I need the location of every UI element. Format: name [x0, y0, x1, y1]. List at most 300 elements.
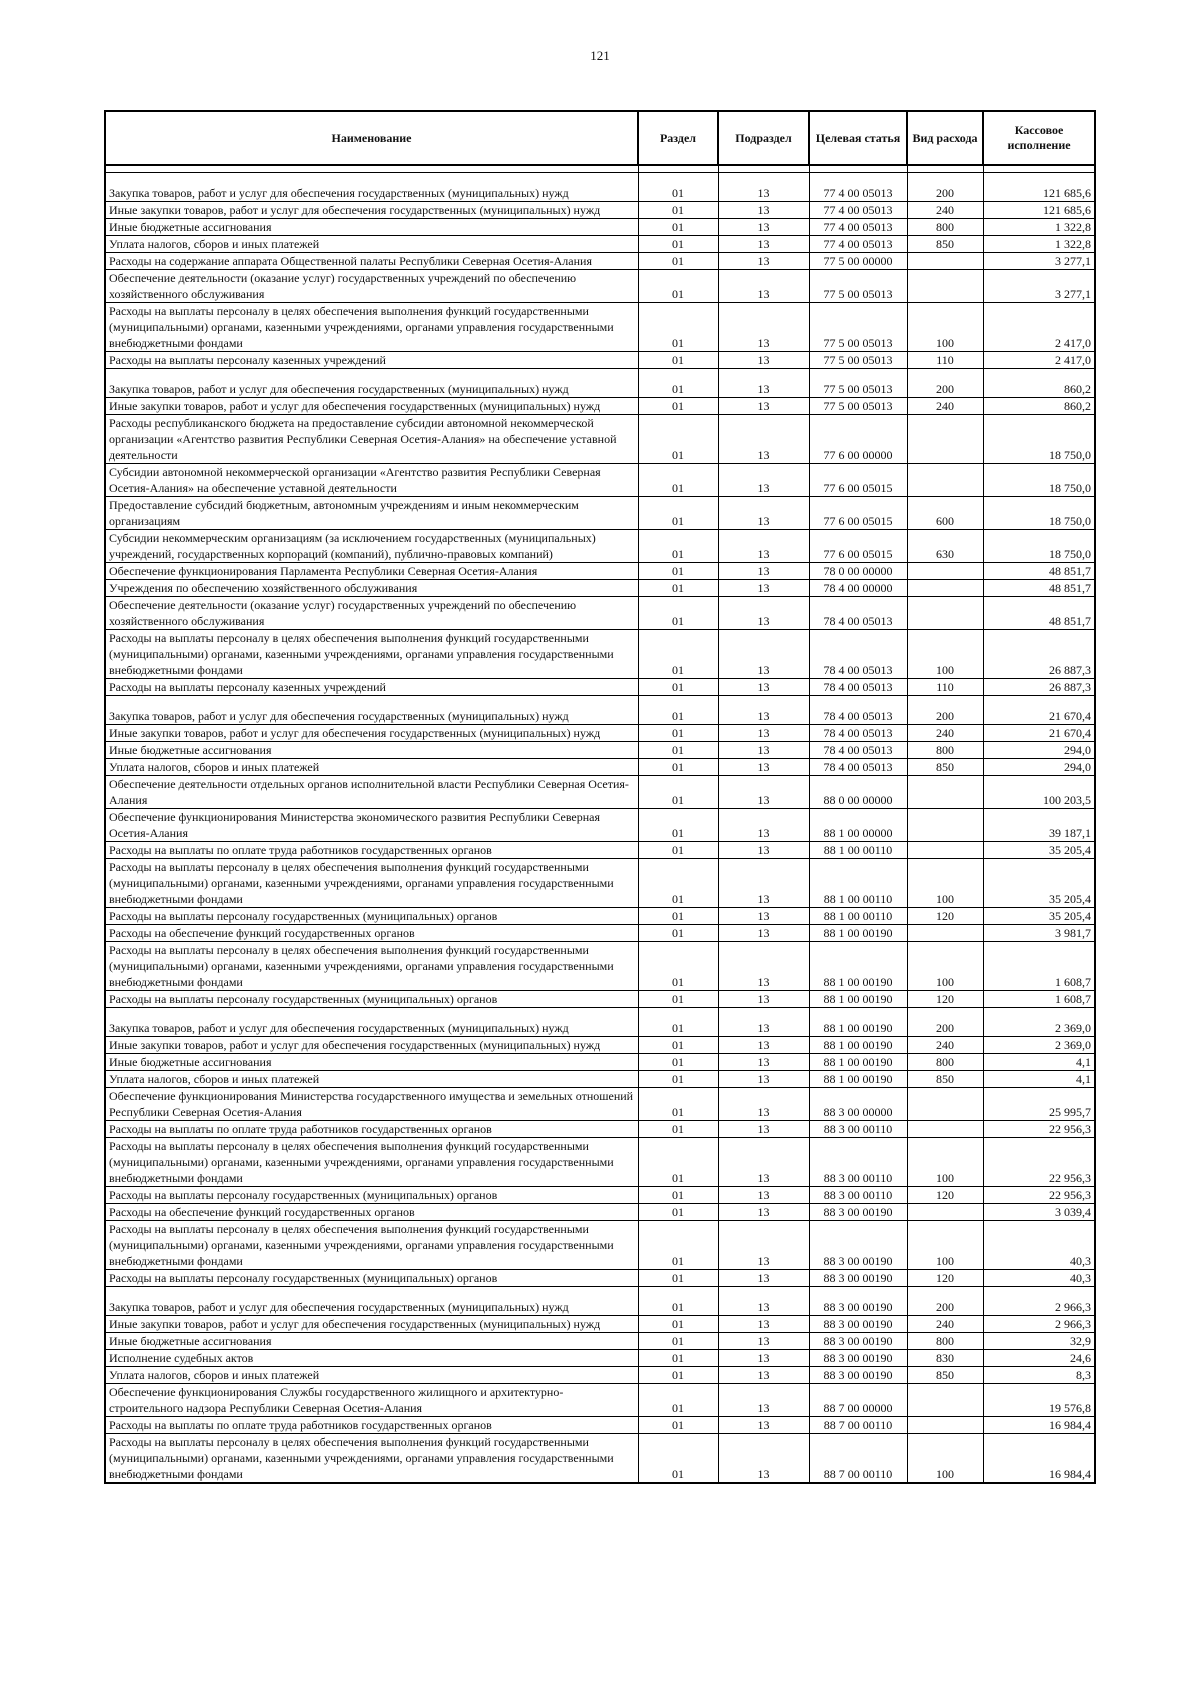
- cell-cash-execution: 18 750,0: [983, 530, 1095, 563]
- cell-section: 01: [638, 352, 718, 369]
- cell-cash-execution: 24,6: [983, 1350, 1095, 1367]
- cell-expense-type: 830: [907, 1350, 983, 1367]
- cell-target-article: 78 4 00 05013: [809, 759, 907, 776]
- cell-target-article: 77 4 00 05013: [809, 173, 907, 202]
- cell-section: 01: [638, 759, 718, 776]
- table-row: [105, 908, 1095, 925]
- cell-expense-type: 800: [907, 1054, 983, 1071]
- table-row: [105, 270, 1095, 303]
- cell-expense-type: [907, 1088, 983, 1121]
- cell-cash-execution: 860,2: [983, 398, 1095, 415]
- cell-section: 01: [638, 464, 718, 497]
- cell-subsection: 13: [718, 925, 809, 942]
- cell-cash-execution: 16 984,4: [983, 1417, 1095, 1434]
- cell-name: Уплата налогов, сборов и иных платежей: [105, 1367, 638, 1384]
- cell-expense-type: 100: [907, 1221, 983, 1270]
- cell-cash-execution: 48 851,7: [983, 597, 1095, 630]
- cell-cash-execution: 294,0: [983, 742, 1095, 759]
- cell-subsection: 13: [718, 352, 809, 369]
- cell-name: Обеспечение функционирования Министерства государственного имущества и земельных отношений Республики Северная Осетия-Алания: [105, 1088, 638, 1121]
- cell-cash-execution: 4,1: [983, 1071, 1095, 1088]
- cell-expense-type: 850: [907, 1071, 983, 1088]
- cell-target-article: 88 1 00 00190: [809, 991, 907, 1008]
- cell-section: 01: [638, 580, 718, 597]
- table-row: [105, 679, 1095, 696]
- cell-subsection: 13: [718, 776, 809, 809]
- cell-expense-type: 850: [907, 236, 983, 253]
- table-row: [105, 1187, 1095, 1204]
- cell-subsection: 13: [718, 1204, 809, 1221]
- cell-target-article: 88 7 00 00000: [809, 1384, 907, 1417]
- cell-name: Исполнение судебных актов: [105, 1350, 638, 1367]
- cell-name: Расходы республиканского бюджета на предоставление субсидии автономной некоммерческой организации «Агентство развития Республики Северная Осетия-Алания» на обеспечение уставной деятельности: [105, 415, 638, 464]
- cell-name: Обеспечение функционирования Службы государственного жилищного и архитектурно-строительного надзора Республики Северная Осетия-Алания: [105, 1384, 638, 1417]
- cell-subsection: 13: [718, 415, 809, 464]
- cell-cash-execution: 2 417,0: [983, 352, 1095, 369]
- cell-target-article: 88 3 00 00000: [809, 1088, 907, 1121]
- cell-section: 01: [638, 1138, 718, 1187]
- cell-subsection: 13: [718, 173, 809, 202]
- cell-section: 01: [638, 942, 718, 991]
- table-row: [105, 859, 1095, 908]
- cell-target-article: 88 3 00 00110: [809, 1138, 907, 1187]
- cell-target-article: 88 1 00 00110: [809, 859, 907, 908]
- cell-cash-execution: 26 887,3: [983, 679, 1095, 696]
- cell-cash-execution: 18 750,0: [983, 464, 1095, 497]
- cell-name: Иные бюджетные ассигнования: [105, 1333, 638, 1350]
- cell-section: 01: [638, 696, 718, 725]
- cell-section: 01: [638, 1088, 718, 1121]
- cell-section: 01: [638, 1316, 718, 1333]
- cell-section: 01: [638, 679, 718, 696]
- cell-expense-type: [907, 842, 983, 859]
- cell-expense-type: [907, 776, 983, 809]
- cell-subsection: 13: [718, 1054, 809, 1071]
- table-row: [105, 942, 1095, 991]
- cell-target-article: 88 1 00 00110: [809, 908, 907, 925]
- cell-expense-type: 800: [907, 742, 983, 759]
- cell-name: Расходы на обеспечение функций государственных органов: [105, 925, 638, 942]
- cell-subsection: 13: [718, 1417, 809, 1434]
- cell-subsection: 13: [718, 369, 809, 398]
- cell-target-article: 78 4 00 05013: [809, 725, 907, 742]
- cell-name: Закупка товаров, работ и услуг для обеспечения государственных (муниципальных) нужд: [105, 173, 638, 202]
- table-row: [105, 925, 1095, 942]
- cell-expense-type: [907, 925, 983, 942]
- cell-name: Обеспечение деятельности (оказание услуг) государственных учреждений по обеспечению хозяйственного обслуживания: [105, 597, 638, 630]
- cell-target-article: 77 5 00 05013: [809, 270, 907, 303]
- cell-name: Расходы на выплаты персоналу государственных (муниципальных) органов: [105, 991, 638, 1008]
- table-row: [105, 1367, 1095, 1384]
- cell-expense-type: [907, 1384, 983, 1417]
- table-row: [105, 415, 1095, 464]
- table-body: [105, 165, 1095, 1483]
- cell-section: 01: [638, 253, 718, 270]
- cell-expense-type: 850: [907, 759, 983, 776]
- cell-subsection: 13: [718, 759, 809, 776]
- cell-section: 01: [638, 1054, 718, 1071]
- cell-target-article: 77 5 00 05013: [809, 303, 907, 352]
- cell-cash-execution: 35 205,4: [983, 908, 1095, 925]
- cell-cash-execution: 1 322,8: [983, 236, 1095, 253]
- cell-expense-type: 850: [907, 1367, 983, 1384]
- table-row: [105, 1054, 1095, 1071]
- cell-target-article: 88 1 00 00190: [809, 1008, 907, 1037]
- table-row: [105, 809, 1095, 842]
- cell-section: 01: [638, 1187, 718, 1204]
- cell-section: 01: [638, 630, 718, 679]
- cell-name: Уплата налогов, сборов и иных платежей: [105, 1071, 638, 1088]
- cell-name: Расходы на выплаты по оплате труда работников государственных органов: [105, 842, 638, 859]
- cell-name: Обеспечение функционирования Парламента Республики Северная Осетия-Алания: [105, 563, 638, 580]
- spacer-cell: [809, 165, 907, 173]
- cell-subsection: 13: [718, 236, 809, 253]
- cell-section: 01: [638, 842, 718, 859]
- cell-expense-type: 240: [907, 725, 983, 742]
- cell-subsection: 13: [718, 809, 809, 842]
- table-header: [105, 111, 1095, 165]
- cell-expense-type: 110: [907, 352, 983, 369]
- table-row: [105, 1121, 1095, 1138]
- cell-expense-type: 200: [907, 173, 983, 202]
- cell-target-article: 88 1 00 00190: [809, 1037, 907, 1054]
- cell-section: 01: [638, 1204, 718, 1221]
- cell-name: Расходы на выплаты персоналу в целях обеспечения выполнения функций государственными (муниципальными) органами, казенными учреждениями, органами управления государственными внебюджетными фондами: [105, 303, 638, 352]
- page-number: 121: [590, 48, 610, 63]
- cell-name: Расходы на выплаты персоналу государственных (муниципальных) органов: [105, 908, 638, 925]
- table-row: [105, 1350, 1095, 1367]
- cell-subsection: 13: [718, 253, 809, 270]
- cell-cash-execution: 1 608,7: [983, 942, 1095, 991]
- table-row: [105, 173, 1095, 202]
- cell-subsection: 13: [718, 270, 809, 303]
- cell-target-article: 78 4 00 05013: [809, 742, 907, 759]
- cell-name: Иные бюджетные ассигнования: [105, 219, 638, 236]
- cell-section: 01: [638, 742, 718, 759]
- cell-target-article: 77 4 00 05013: [809, 236, 907, 253]
- cell-target-article: 88 7 00 00110: [809, 1434, 907, 1484]
- cell-cash-execution: 1 608,7: [983, 991, 1095, 1008]
- cell-subsection: 13: [718, 1121, 809, 1138]
- cell-target-article: 88 3 00 00190: [809, 1204, 907, 1221]
- cell-section: 01: [638, 925, 718, 942]
- column-header-expense-type: Вид расхода: [907, 111, 983, 165]
- cell-name: Иные бюджетные ассигнования: [105, 1054, 638, 1071]
- spacer-cell: [983, 165, 1095, 173]
- table-row: [105, 580, 1095, 597]
- cell-target-article: 88 3 00 00190: [809, 1367, 907, 1384]
- table-row: [105, 1333, 1095, 1350]
- cell-subsection: 13: [718, 580, 809, 597]
- cell-expense-type: [907, 270, 983, 303]
- cell-target-article: 78 4 00 00000: [809, 580, 907, 597]
- table-row: [105, 202, 1095, 219]
- cell-cash-execution: 4,1: [983, 1054, 1095, 1071]
- cell-subsection: 13: [718, 725, 809, 742]
- cell-name: Уплата налогов, сборов и иных платежей: [105, 236, 638, 253]
- cell-expense-type: [907, 809, 983, 842]
- table-row: [105, 563, 1095, 580]
- cell-section: 01: [638, 1367, 718, 1384]
- cell-section: 01: [638, 219, 718, 236]
- cell-name: Предоставление субсидий бюджетным, автономным учреждениям и иным некоммерческим организациям: [105, 497, 638, 530]
- cell-expense-type: 240: [907, 398, 983, 415]
- table-row: [105, 1037, 1095, 1054]
- table-row: [105, 759, 1095, 776]
- cell-expense-type: [907, 1417, 983, 1434]
- table-row: [105, 352, 1095, 369]
- cell-expense-type: 120: [907, 908, 983, 925]
- cell-subsection: 13: [718, 991, 809, 1008]
- table-row: [105, 1316, 1095, 1333]
- cell-section: 01: [638, 202, 718, 219]
- spacer-cell: [718, 165, 809, 173]
- table-row: [105, 1270, 1095, 1287]
- column-header-cash-execution: Кассовое исполнение: [983, 111, 1095, 165]
- table-row: [105, 742, 1095, 759]
- cell-target-article: 88 1 00 00190: [809, 925, 907, 942]
- cell-subsection: 13: [718, 696, 809, 725]
- table-row: [105, 1008, 1095, 1037]
- cell-section: 01: [638, 776, 718, 809]
- cell-section: 01: [638, 1221, 718, 1270]
- cell-expense-type: 240: [907, 202, 983, 219]
- cell-section: 01: [638, 1121, 718, 1138]
- spacer-cell: [105, 165, 638, 173]
- column-header-target-article: Целевая статья: [809, 111, 907, 165]
- cell-subsection: 13: [718, 1434, 809, 1484]
- cell-name: Иные закупки товаров, работ и услуг для обеспечения государственных (муниципальных) нужд: [105, 1037, 638, 1054]
- cell-section: 01: [638, 236, 718, 253]
- table-row: [105, 530, 1095, 563]
- cell-cash-execution: 3 039,4: [983, 1204, 1095, 1221]
- cell-subsection: 13: [718, 1008, 809, 1037]
- cell-expense-type: 800: [907, 219, 983, 236]
- table-row: [105, 842, 1095, 859]
- table-row: [105, 1221, 1095, 1270]
- cell-subsection: 13: [718, 908, 809, 925]
- cell-expense-type: 110: [907, 679, 983, 696]
- cell-expense-type: 120: [907, 991, 983, 1008]
- cell-subsection: 13: [718, 942, 809, 991]
- cell-section: 01: [638, 859, 718, 908]
- cell-section: 01: [638, 369, 718, 398]
- cell-target-article: 77 6 00 00000: [809, 415, 907, 464]
- cell-cash-execution: 26 887,3: [983, 630, 1095, 679]
- cell-section: 01: [638, 1008, 718, 1037]
- cell-target-article: 88 3 00 00190: [809, 1350, 907, 1367]
- cell-cash-execution: 35 205,4: [983, 859, 1095, 908]
- cell-section: 01: [638, 1287, 718, 1316]
- table-row: [105, 696, 1095, 725]
- cell-name: Закупка товаров, работ и услуг для обеспечения государственных (муниципальных) нужд: [105, 1287, 638, 1316]
- cell-cash-execution: 48 851,7: [983, 580, 1095, 597]
- cell-expense-type: [907, 597, 983, 630]
- table-row: [105, 464, 1095, 497]
- cell-section: 01: [638, 1384, 718, 1417]
- table-row: [105, 725, 1095, 742]
- cell-section: 01: [638, 398, 718, 415]
- cell-target-article: 88 1 00 00190: [809, 1071, 907, 1088]
- cell-target-article: 78 4 00 05013: [809, 630, 907, 679]
- cell-target-article: 78 0 00 00000: [809, 563, 907, 580]
- cell-cash-execution: 21 670,4: [983, 696, 1095, 725]
- cell-cash-execution: 8,3: [983, 1367, 1095, 1384]
- cell-cash-execution: 32,9: [983, 1333, 1095, 1350]
- cell-name: Обеспечение функционирования Министерства экономического развития Республики Северная Осетия-Алания: [105, 809, 638, 842]
- cell-name: Расходы на обеспечение функций государственных органов: [105, 1204, 638, 1221]
- cell-subsection: 13: [718, 1333, 809, 1350]
- cell-subsection: 13: [718, 859, 809, 908]
- table-row: [105, 369, 1095, 398]
- cell-target-article: 77 5 00 05013: [809, 398, 907, 415]
- cell-expense-type: [907, 415, 983, 464]
- table-row: [105, 630, 1095, 679]
- cell-subsection: 13: [718, 597, 809, 630]
- cell-target-article: 77 6 00 05015: [809, 530, 907, 563]
- cell-cash-execution: 48 851,7: [983, 563, 1095, 580]
- cell-section: 01: [638, 991, 718, 1008]
- cell-name: Расходы на выплаты персоналу в целях обеспечения выполнения функций государственными (муниципальными) органами, казенными учреждениями, органами управления государственными внебюджетными фондами: [105, 942, 638, 991]
- cell-subsection: 13: [718, 1316, 809, 1333]
- cell-name: Расходы на выплаты персоналу в целях обеспечения выполнения функций государственными (муниципальными) органами, казенными учреждениями, органами управления государственными внебюджетными фондами: [105, 1138, 638, 1187]
- cell-subsection: 13: [718, 1221, 809, 1270]
- cell-target-article: 88 3 00 00110: [809, 1187, 907, 1204]
- cell-cash-execution: 2 966,3: [983, 1316, 1095, 1333]
- cell-target-article: 78 4 00 05013: [809, 679, 907, 696]
- cell-subsection: 13: [718, 1037, 809, 1054]
- cell-name: Расходы на выплаты персоналу казенных учреждений: [105, 352, 638, 369]
- cell-subsection: 13: [718, 1350, 809, 1367]
- cell-section: 01: [638, 497, 718, 530]
- cell-cash-execution: 22 956,3: [983, 1138, 1095, 1187]
- cell-cash-execution: 2 417,0: [983, 303, 1095, 352]
- cell-subsection: 13: [718, 563, 809, 580]
- cell-target-article: 77 4 00 05013: [809, 219, 907, 236]
- cell-name: Расходы на выплаты персоналу в целях обеспечения выполнения функций государственными (муниципальными) органами, казенными учреждениями, органами управления государственными внебюджетными фондами: [105, 1221, 638, 1270]
- table-row: [105, 253, 1095, 270]
- cell-section: 01: [638, 725, 718, 742]
- cell-subsection: 13: [718, 530, 809, 563]
- cell-section: 01: [638, 1350, 718, 1367]
- cell-name: Уплата налогов, сборов и иных платежей: [105, 759, 638, 776]
- cell-name: Субсидии некоммерческим организациям (за исключением государственных (муниципальных) учреждений, государственных корпораций (компаний), публично-правовых компаний): [105, 530, 638, 563]
- cell-target-article: 88 1 00 00000: [809, 809, 907, 842]
- cell-expense-type: [907, 464, 983, 497]
- cell-cash-execution: 21 670,4: [983, 725, 1095, 742]
- cell-target-article: 77 4 00 05013: [809, 202, 907, 219]
- cell-subsection: 13: [718, 630, 809, 679]
- cell-target-article: 77 6 00 05015: [809, 464, 907, 497]
- cell-name: Иные бюджетные ассигнования: [105, 742, 638, 759]
- cell-subsection: 13: [718, 1071, 809, 1088]
- cell-name: Иные закупки товаров, работ и услуг для обеспечения государственных (муниципальных) нужд: [105, 1316, 638, 1333]
- table-row: [105, 1088, 1095, 1121]
- cell-subsection: 13: [718, 1270, 809, 1287]
- cell-target-article: 88 3 00 00110: [809, 1121, 907, 1138]
- cell-expense-type: 200: [907, 369, 983, 398]
- cell-cash-execution: 16 984,4: [983, 1434, 1095, 1484]
- cell-section: 01: [638, 1417, 718, 1434]
- cell-expense-type: [907, 580, 983, 597]
- cell-name: Расходы на выплаты персоналу в целях обеспечения выполнения функций государственными (муниципальными) органами, казенными учреждениями, органами управления государственными внебюджетными фондами: [105, 630, 638, 679]
- cell-target-article: 88 7 00 00110: [809, 1417, 907, 1434]
- cell-cash-execution: 3 981,7: [983, 925, 1095, 942]
- cell-name: Иные закупки товаров, работ и услуг для обеспечения государственных (муниципальных) нужд: [105, 398, 638, 415]
- cell-section: 01: [638, 270, 718, 303]
- table-row: [105, 776, 1095, 809]
- cell-name: Обеспечение деятельности (оказание услуг) государственных учреждений по обеспечению хозяйственного обслуживания: [105, 270, 638, 303]
- cell-cash-execution: 3 277,1: [983, 270, 1095, 303]
- cell-expense-type: 240: [907, 1037, 983, 1054]
- cell-section: 01: [638, 563, 718, 580]
- cell-expense-type: 200: [907, 1287, 983, 1316]
- cell-expense-type: 600: [907, 497, 983, 530]
- table-row: [105, 597, 1095, 630]
- cell-subsection: 13: [718, 303, 809, 352]
- cell-expense-type: 100: [907, 1434, 983, 1484]
- cell-target-article: 77 6 00 05015: [809, 497, 907, 530]
- cell-section: 01: [638, 303, 718, 352]
- cell-target-article: 77 5 00 05013: [809, 369, 907, 398]
- cell-section: 01: [638, 1333, 718, 1350]
- cell-expense-type: 100: [907, 1138, 983, 1187]
- cell-name: Закупка товаров, работ и услуг для обеспечения государственных (муниципальных) нужд: [105, 696, 638, 725]
- cell-subsection: 13: [718, 1138, 809, 1187]
- table-row: [105, 1434, 1095, 1484]
- table-row: [105, 1417, 1095, 1434]
- table-row: [105, 1138, 1095, 1187]
- cell-target-article: 77 5 00 00000: [809, 253, 907, 270]
- cell-target-article: 88 3 00 00190: [809, 1333, 907, 1350]
- cell-cash-execution: 2 369,0: [983, 1037, 1095, 1054]
- cell-expense-type: [907, 1204, 983, 1221]
- cell-section: 01: [638, 415, 718, 464]
- cell-subsection: 13: [718, 1088, 809, 1121]
- header-spacer-row: [105, 165, 1095, 173]
- cell-subsection: 13: [718, 219, 809, 236]
- cell-cash-execution: 25 995,7: [983, 1088, 1095, 1121]
- cell-name: Расходы на содержание аппарата Общественной палаты Республики Северная Осетия-Алания: [105, 253, 638, 270]
- cell-cash-execution: 35 205,4: [983, 842, 1095, 859]
- cell-target-article: 88 3 00 00190: [809, 1270, 907, 1287]
- cell-subsection: 13: [718, 842, 809, 859]
- cell-target-article: 88 3 00 00190: [809, 1221, 907, 1270]
- column-header-subsection: Подраздел: [718, 111, 809, 165]
- cell-target-article: 78 4 00 05013: [809, 696, 907, 725]
- cell-cash-execution: 18 750,0: [983, 497, 1095, 530]
- column-header-section: Раздел: [638, 111, 718, 165]
- cell-name: Расходы на выплаты по оплате труда работников государственных органов: [105, 1121, 638, 1138]
- cell-name: Учреждения по обеспечению хозяйственного обслуживания: [105, 580, 638, 597]
- table-row: [105, 303, 1095, 352]
- cell-section: 01: [638, 597, 718, 630]
- cell-cash-execution: 40,3: [983, 1270, 1095, 1287]
- cell-cash-execution: 2 966,3: [983, 1287, 1095, 1316]
- cell-cash-execution: 18 750,0: [983, 415, 1095, 464]
- cell-expense-type: [907, 1121, 983, 1138]
- cell-expense-type: 200: [907, 1008, 983, 1037]
- cell-target-article: 78 4 00 05013: [809, 597, 907, 630]
- cell-name: Расходы на выплаты персоналу в целях обеспечения выполнения функций государственными (муниципальными) органами, казенными учреждениями, органами управления государственными внебюджетными фондами: [105, 859, 638, 908]
- cell-cash-execution: 40,3: [983, 1221, 1095, 1270]
- cell-subsection: 13: [718, 1384, 809, 1417]
- table-row: [105, 991, 1095, 1008]
- cell-name: Расходы на выплаты персоналу казенных учреждений: [105, 679, 638, 696]
- cell-cash-execution: 39 187,1: [983, 809, 1095, 842]
- table-row: [105, 497, 1095, 530]
- cell-cash-execution: 294,0: [983, 759, 1095, 776]
